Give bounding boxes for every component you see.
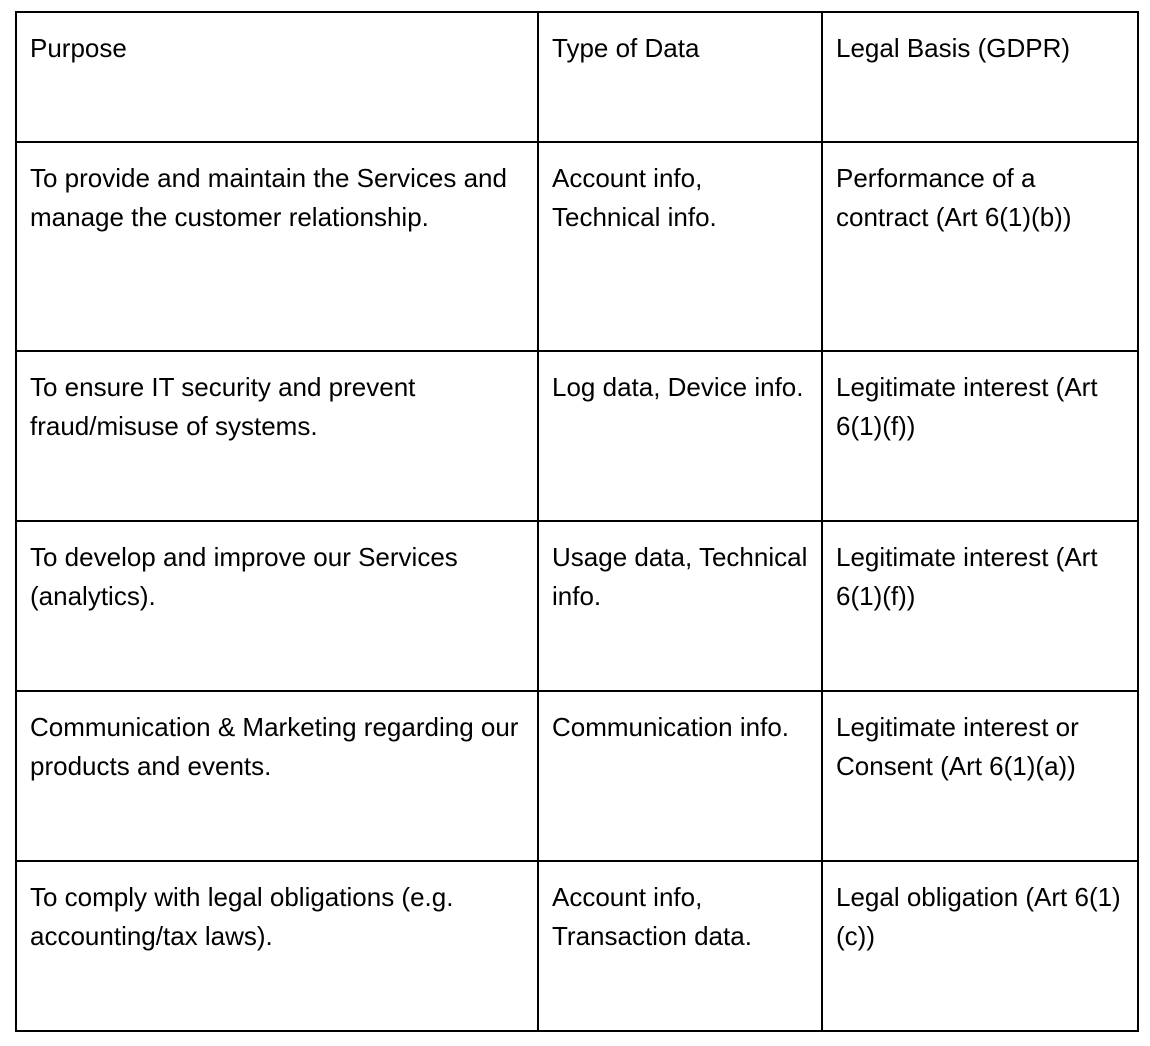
cell-legal-basis[interactable]: Legal obligation (Art 6(1)(c)) xyxy=(822,861,1138,1031)
cell-type-of-data[interactable]: Log data, Device info. xyxy=(538,351,822,521)
cell-purpose[interactable]: To provide and maintain the Services and manage the customer relationship. xyxy=(16,142,538,351)
cell-purpose[interactable]: Communication & Marketing regarding our products and events. xyxy=(16,691,538,861)
cell-legal-basis[interactable]: Legitimate interest (Art 6(1)(f)) xyxy=(822,351,1138,521)
cell-legal-basis[interactable]: Legitimate interest (Art 6(1)(f)) xyxy=(822,521,1138,691)
table-row xyxy=(16,521,1138,691)
table-row xyxy=(16,691,1138,861)
gdpr-processing-table xyxy=(15,11,1139,1032)
cell-type-of-data[interactable]: Account info, Technical info. xyxy=(538,142,822,351)
table-row xyxy=(16,351,1138,521)
cell-purpose[interactable]: To develop and improve our Services (analytics). xyxy=(16,521,538,691)
table-header-row xyxy=(16,12,1138,142)
cell-purpose[interactable]: To ensure IT security and prevent fraud/misuse of systems. xyxy=(16,351,538,521)
cell-type-of-data[interactable]: Communication info. xyxy=(538,691,822,861)
cell-purpose[interactable]: To comply with legal obligations (e.g. accounting/tax laws). xyxy=(16,861,538,1031)
header-type-of-data[interactable]: Type of Data xyxy=(538,12,822,142)
cell-legal-basis[interactable]: Performance of a contract (Art 6(1)(b)) xyxy=(822,142,1138,351)
table-row xyxy=(16,142,1138,351)
cell-type-of-data[interactable]: Usage data, Technical info. xyxy=(538,521,822,691)
header-legal-basis[interactable]: Legal Basis (GDPR) xyxy=(822,12,1138,142)
table-row xyxy=(16,861,1138,1031)
cell-legal-basis[interactable]: Legitimate interest or Consent (Art 6(1)(a)) xyxy=(822,691,1138,861)
cell-type-of-data[interactable]: Account info, Transaction data. xyxy=(538,861,822,1031)
header-purpose[interactable]: Purpose xyxy=(16,12,538,142)
